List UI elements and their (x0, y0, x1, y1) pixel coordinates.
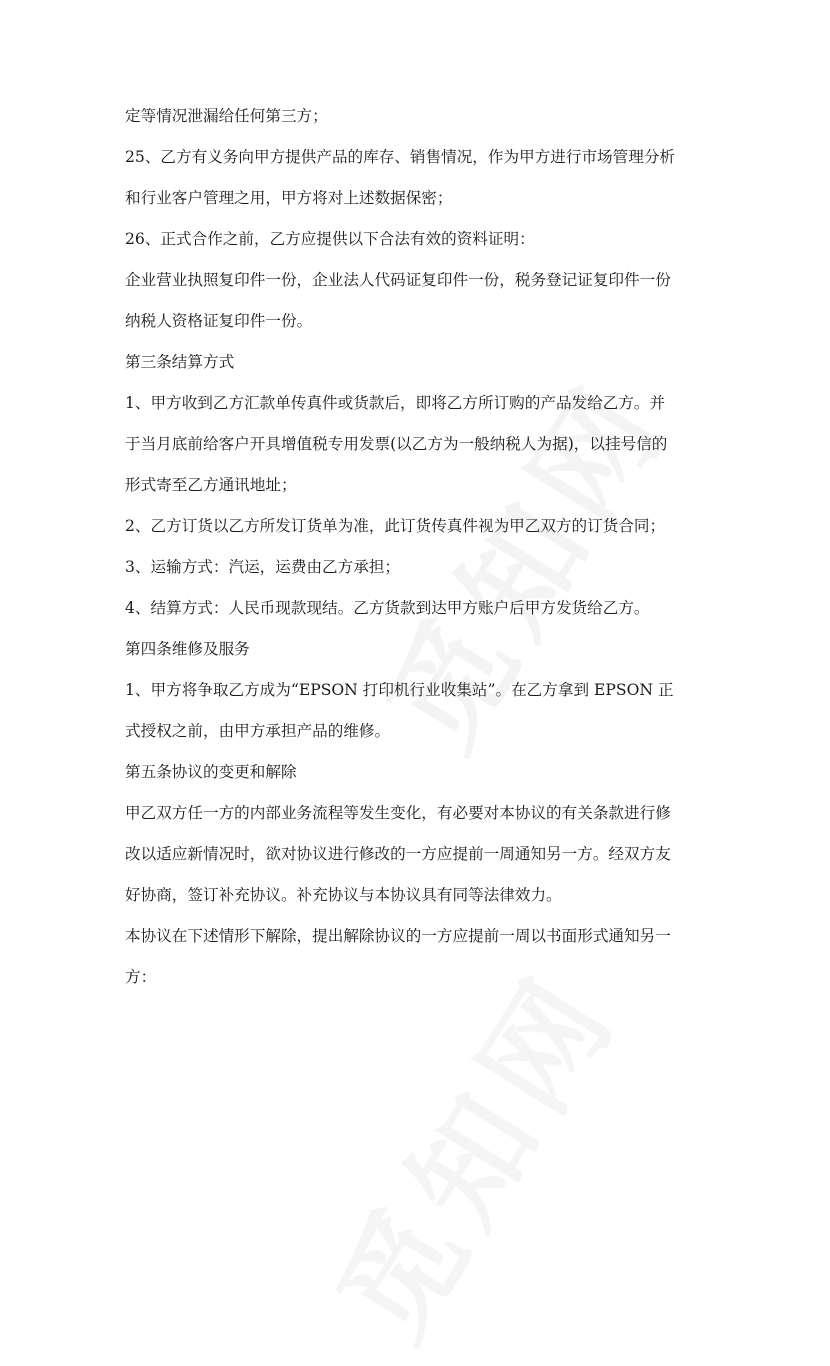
paragraph-line: 式授权之前，由甲方承担产品的维修。 (125, 722, 391, 740)
paragraph-line: 定等情况泄漏给任何第三方； (125, 107, 328, 125)
watermark-repeat (291, 934, 650, 1366)
paragraph-line: 和行业客户管理之用，甲方将对上述数据保密； (125, 189, 453, 207)
paragraph-line: 3、运输方式：汽运，运费由乙方承担； (125, 558, 401, 576)
paragraph-line: 纳税人资格证复印件一份。 (125, 312, 313, 330)
paragraph-line: 甲乙双方任一方的内部业务流程等发生变化，有必要对本协议的有关条款进行修 (125, 804, 671, 822)
paragraph-line: 1、甲方将争取乙方成为“EPSON 打印机行业收集站”。在乙方拿到 EPSON 正 (125, 681, 674, 699)
paragraph-line: 1、甲方收到乙方汇款单传真件或货款后，即将乙方所订购的产品发给乙方。并 (125, 394, 666, 412)
paragraph-line: 企业营业执照复印件一份，企业法人代码证复印件一份，税务登记证复印件一份 (125, 271, 671, 289)
paragraph-line: 25、乙方有义务向甲方提供产品的库存、销售情况，作为甲方进行市场管理分析 (125, 148, 676, 166)
paragraph-line: 改以适应新情况时，欲对协议进行修改的一方应提前一周通知另一方。经双方友 (125, 845, 671, 863)
paragraph-line: 4、结算方式：人民币现款现结。乙方货款到达甲方账户后甲方发货给乙方。 (125, 599, 650, 617)
paragraph-line: 本协议在下述情形下解除，提出解除协议的一方应提前一周以书面形式通知另一 (125, 927, 671, 945)
paragraph-line: 于当月底前给客户开具增值税专用发票(以乙方为一般纳税人为据)，以挂号信的 (125, 435, 668, 453)
section-heading: 第五条协议的变更和解除 (125, 763, 297, 781)
paragraph-line: 形式寄至乙方通讯地址； (125, 476, 297, 494)
paragraph-line: 26、正式合作之前，乙方应提供以下合法有效的资料证明： (125, 230, 535, 248)
section-heading: 第三条结算方式 (125, 353, 235, 371)
paragraph-line: 2、乙方订货以乙方所发订货单为准，此订货传真件视为甲乙双方的订货合同； (125, 517, 666, 535)
section-heading: 第四条维修及服务 (125, 640, 250, 658)
paragraph-line: 方： (125, 968, 157, 986)
paragraph-line: 好协商，签订补充协议。补充协议与本协议具有同等法律效力。 (125, 886, 562, 904)
document-body (125, 106, 725, 987)
